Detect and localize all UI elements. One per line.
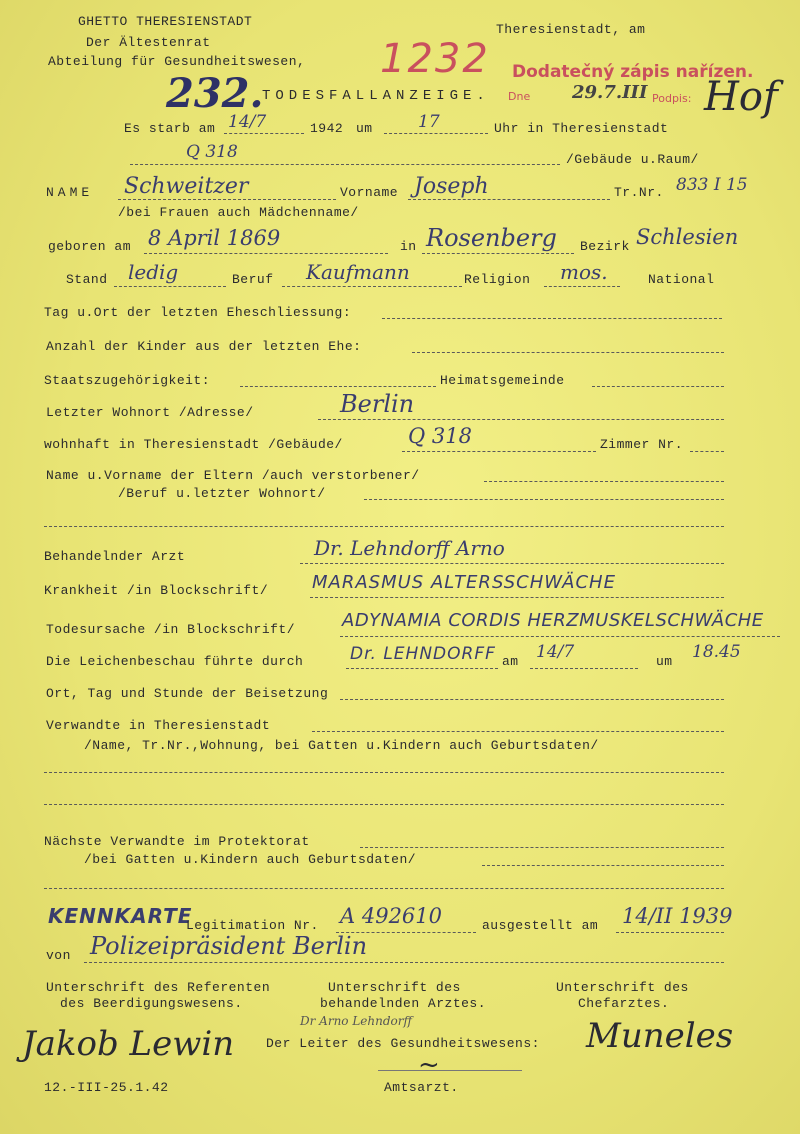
dash	[482, 865, 724, 866]
ref-label-1: Unterschrift des Referenten	[46, 980, 271, 995]
vorname-label: Vorname	[340, 185, 399, 200]
died-label: Es starb am	[124, 121, 216, 136]
surname: Schweitzer	[124, 174, 249, 199]
last-address-label: Letzter Wohnort /Adresse/	[46, 405, 254, 420]
parents-sub-label: /Beruf u.letzter Wohnort/	[118, 486, 326, 501]
stamp-prefix: Dne	[508, 90, 531, 103]
marriage-label: Tag u.Ort der letzten Eheschliessung:	[44, 305, 352, 320]
name-label: NAME	[46, 185, 94, 200]
dash	[84, 962, 724, 963]
religion-label: Religion	[464, 272, 531, 287]
dash	[44, 804, 724, 805]
head-signature: Muneles	[586, 1016, 734, 1056]
issued-by: Polizeipräsident Berlin	[90, 932, 368, 960]
dash	[402, 451, 596, 452]
id-label: Legitimation Nr.	[186, 918, 319, 933]
stand-label: Stand	[66, 272, 108, 287]
dash	[118, 199, 336, 200]
ref-label-2: des Beerdigungswesens.	[60, 996, 243, 1011]
trnr-label: Tr.Nr.	[614, 185, 664, 200]
id-number: A 492610	[340, 904, 443, 928]
death-date: 14/7	[228, 112, 267, 132]
residence: Q 318	[408, 424, 472, 448]
burial-label: Ort, Tag und Stunde der Beisetzung	[46, 686, 329, 701]
relatives-label: Verwandte in Theresienstadt	[46, 718, 271, 733]
residence-label: wohnhaft in Theresienstadt /Gebäude/	[44, 437, 343, 452]
beruf-label: Beruf	[232, 272, 274, 287]
doctor: Dr. Lehndorff Arno	[314, 536, 505, 560]
doctor-label: Behandelnder Arzt	[44, 549, 186, 564]
stamp-date: 29.7.III	[572, 82, 648, 103]
dash	[360, 847, 724, 848]
maiden-name-label: /bei Frauen auch Mädchenname/	[118, 205, 359, 220]
dash	[592, 386, 724, 387]
dash	[144, 253, 388, 254]
stamp-signature: Hof	[704, 74, 778, 120]
dash	[378, 1070, 522, 1071]
birth-place: Rosenberg	[426, 224, 557, 252]
dash	[408, 199, 610, 200]
first-name: Joseph	[414, 174, 489, 199]
dash	[544, 286, 620, 287]
district: Schlesien	[636, 225, 739, 249]
children-label: Anzahl der Kinder aus der letzten Ehe:	[46, 339, 362, 354]
inspection-label: Die Leichenbeschau führte durch	[46, 654, 304, 669]
stamp-number: 1232	[380, 36, 490, 82]
room-label: Zimmer Nr.	[600, 437, 684, 452]
inspection-time: 18.45	[692, 642, 741, 662]
stamp-text: Dodatečný zápis nařízen.	[512, 62, 754, 82]
protectorate-label: Nächste Verwandte im Protektorat	[44, 834, 310, 849]
dash	[224, 133, 304, 134]
dash	[530, 668, 638, 669]
dash	[44, 526, 724, 527]
doctor-sig-label-2: behandelnden Arztes.	[320, 996, 487, 1011]
birth-date: 8 April 1869	[148, 226, 281, 250]
cause-label: Todesursache /in Blockschrift/	[46, 622, 296, 637]
national-label: National	[648, 272, 715, 287]
born-label: geboren am	[48, 239, 132, 254]
dash	[44, 888, 724, 889]
dash	[484, 481, 724, 482]
handwritten-number: 232.	[166, 70, 264, 117]
form-code: 12.-III-25.1.42	[44, 1080, 169, 1095]
referent-signature: Jakob Lewin	[22, 1024, 235, 1064]
dash	[384, 133, 488, 134]
inspection-am-label: am	[502, 654, 519, 669]
transport-number: 833 I 15	[676, 175, 748, 195]
religion: mos.	[560, 260, 608, 284]
header-department: Abteilung für Gesundheitswesen,	[48, 54, 306, 69]
dash	[346, 668, 498, 669]
dash	[340, 699, 724, 700]
cause-of-death: ADYNAMIA CORDIS HERZMUSKELSCHWÄCHE	[342, 610, 764, 631]
illness: MARASMUS ALTERSSCHWÄCHE	[312, 572, 616, 593]
form-title: TODESFALLANZEIGE.	[262, 88, 490, 104]
relatives-sub-label: /Name, Tr.Nr.,Wohnung, bei Gatten u.Kindern auch Geburtsdaten/	[84, 738, 599, 753]
stamp-signature-label: Podpis:	[652, 92, 692, 105]
dash	[300, 563, 724, 564]
dash	[114, 286, 226, 287]
dash	[312, 731, 724, 732]
occupation: Kaufmann	[306, 260, 410, 284]
dash	[616, 932, 724, 933]
issued-label: ausgestellt am	[482, 918, 599, 933]
death-year: 1942	[310, 121, 344, 136]
um-label: um	[356, 121, 373, 136]
home-municipality-label: Heimatsgemeinde	[440, 373, 565, 388]
amtsarzt-label: Amtsarzt.	[384, 1080, 459, 1095]
inspection-date: 14/7	[536, 642, 575, 662]
dash	[240, 386, 436, 387]
dash	[364, 499, 724, 500]
dash	[310, 597, 724, 598]
dash	[340, 636, 780, 637]
dash	[422, 253, 574, 254]
dash	[318, 419, 724, 420]
header-ghetto: GHETTO THERESIENSTADT	[78, 14, 253, 29]
bezirk-label: Bezirk	[580, 239, 630, 254]
protectorate-sub-label: /bei Gatten u.Kindern auch Geburtsdaten/	[84, 852, 417, 867]
dash	[412, 352, 724, 353]
dash	[690, 451, 724, 452]
last-address: Berlin	[340, 390, 415, 418]
death-building: Q 318	[186, 142, 238, 162]
from-label: von	[46, 948, 71, 963]
illness-label: Krankheit /in Blockschrift/	[44, 583, 269, 598]
header-council: Der Ältestenrat	[86, 35, 211, 50]
marital-status: ledig	[128, 260, 179, 284]
dash	[44, 772, 724, 773]
head-label: Der Leiter des Gesundheitswesens:	[266, 1036, 540, 1051]
citizenship-label: Staatszugehörigkeit:	[44, 373, 211, 388]
doctor-signature: Dr Arno Lehndorff	[300, 1014, 413, 1028]
inspection-um-label: um	[656, 654, 673, 669]
issued-date: 14/II 1939	[622, 904, 733, 928]
dash	[382, 318, 722, 319]
inspection-doctor: Dr. LEHNDORFF	[350, 644, 496, 664]
chief-sig-label-1: Unterschrift des	[556, 980, 689, 995]
id-type: KENNKARTE	[48, 904, 193, 928]
scribble-mark: ~	[418, 1050, 440, 1080]
death-hour: 17	[418, 112, 440, 132]
building-label: /Gebäude u.Raum/	[566, 152, 699, 167]
in-label: in	[400, 239, 417, 254]
death-place: Uhr in Theresienstadt	[494, 121, 669, 136]
dash	[282, 286, 462, 287]
parents-label: Name u.Vorname der Eltern /auch verstorbener/	[46, 468, 420, 483]
chief-sig-label-2: Chefarztes.	[578, 996, 670, 1011]
dash	[130, 164, 560, 165]
header-place-date: Theresienstadt, am	[496, 22, 646, 37]
doctor-sig-label-1: Unterschrift des	[328, 980, 461, 995]
